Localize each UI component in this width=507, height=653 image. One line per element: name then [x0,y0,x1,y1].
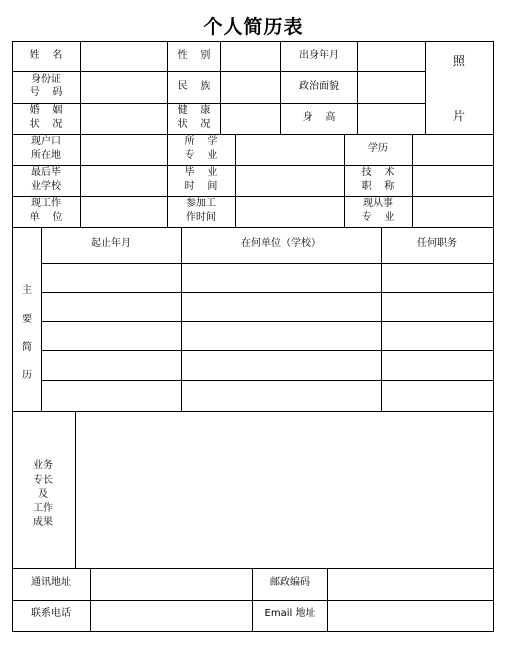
name-field[interactable] [81,42,167,71]
resume-entries-area[interactable] [42,264,493,411]
postcode-label: 邮政编码 [270,577,310,588]
photo-label-bottom: 片 [452,109,466,123]
address-label: 通讯地址 [31,577,71,588]
work-unit-label-1: 现工作 [31,198,61,209]
marital-label-1: 婚 姻 [29,105,63,116]
health-label-1: 健 康 [177,105,211,116]
school-label-2: 业学校 [31,181,61,192]
col-unit-header: 在何单位（学校） [241,238,321,249]
current-major-field[interactable] [413,197,493,227]
birth-field[interactable] [358,42,425,71]
birth-label: 出身年月 [299,50,339,61]
height-field[interactable] [358,104,425,134]
phone-label: 联系电话 [31,608,71,619]
expertise-label-4: 工作 [33,503,53,514]
email-label: Email 地址 [264,608,316,619]
school-label-1: 最后毕 [31,167,61,178]
resume-side-4: 历 [22,370,32,381]
resume-side-3: 简 [22,342,32,353]
politics-field[interactable] [358,72,425,103]
col-post-header: 任何职务 [417,238,457,249]
health-label-2: 状 况 [177,119,211,130]
gender-label: 性 别 [177,50,211,61]
school-field[interactable] [81,166,167,196]
marital-field[interactable] [81,104,167,134]
degree-label: 学历 [368,143,388,154]
expertise-label-5: 成果 [33,517,53,528]
work-unit-field[interactable] [81,197,167,227]
grad-label-2: 时 间 [184,181,218,192]
email-field[interactable] [328,601,493,631]
address-field[interactable] [91,569,252,600]
id-card-label-1: 身份证 [31,74,61,85]
tech-title-label-1: 技 术 [361,167,395,178]
id-card-label-2: 号 码 [29,87,63,98]
photo-area[interactable] [426,42,493,134]
politics-label: 政治面貌 [299,81,339,92]
current-major-label-1: 现从事 [363,198,393,209]
resume-side-2: 要 [22,314,32,325]
health-field[interactable] [221,104,280,134]
name-label: 姓 名 [29,50,63,61]
grad-field[interactable] [236,166,344,196]
degree-field[interactable] [413,135,493,165]
hukou-label-2: 所在地 [31,150,61,161]
hukou-field[interactable] [81,135,167,165]
gender-field[interactable] [221,42,280,71]
major-field[interactable] [236,135,344,165]
phone-field[interactable] [91,601,252,631]
resume-side-1: 主 [22,285,32,296]
ethnicity-label: 民 族 [177,81,211,92]
expertise-label-3: 及 [38,489,48,500]
expertise-label-2: 专长 [33,475,53,486]
photo-label-top: 照 [452,54,466,68]
major-label-1: 所 学 [184,136,218,147]
start-work-label-2: 作时间 [186,212,216,223]
grad-label-1: 毕 业 [184,167,218,178]
current-major-label-2: 专 业 [361,212,395,223]
start-work-label-1: 参加工 [186,198,216,209]
marital-label-2: 状 况 [29,119,63,130]
work-unit-label-2: 单 位 [29,212,63,223]
expertise-label-1: 业务 [33,460,53,471]
postcode-field[interactable] [328,569,493,600]
major-label-2: 专 业 [184,150,218,161]
start-work-field[interactable] [236,197,344,227]
height-label: 身 高 [302,112,336,123]
page-title: 个人简历表 [203,16,304,38]
expertise-field[interactable] [76,412,493,568]
hukou-label-1: 现户口 [31,136,61,147]
tech-title-field[interactable] [413,166,493,196]
ethnicity-field[interactable] [221,72,280,103]
tech-title-label-2: 职 称 [361,181,395,192]
col-period-header: 起止年月 [91,238,131,249]
id-card-field[interactable] [81,72,167,103]
